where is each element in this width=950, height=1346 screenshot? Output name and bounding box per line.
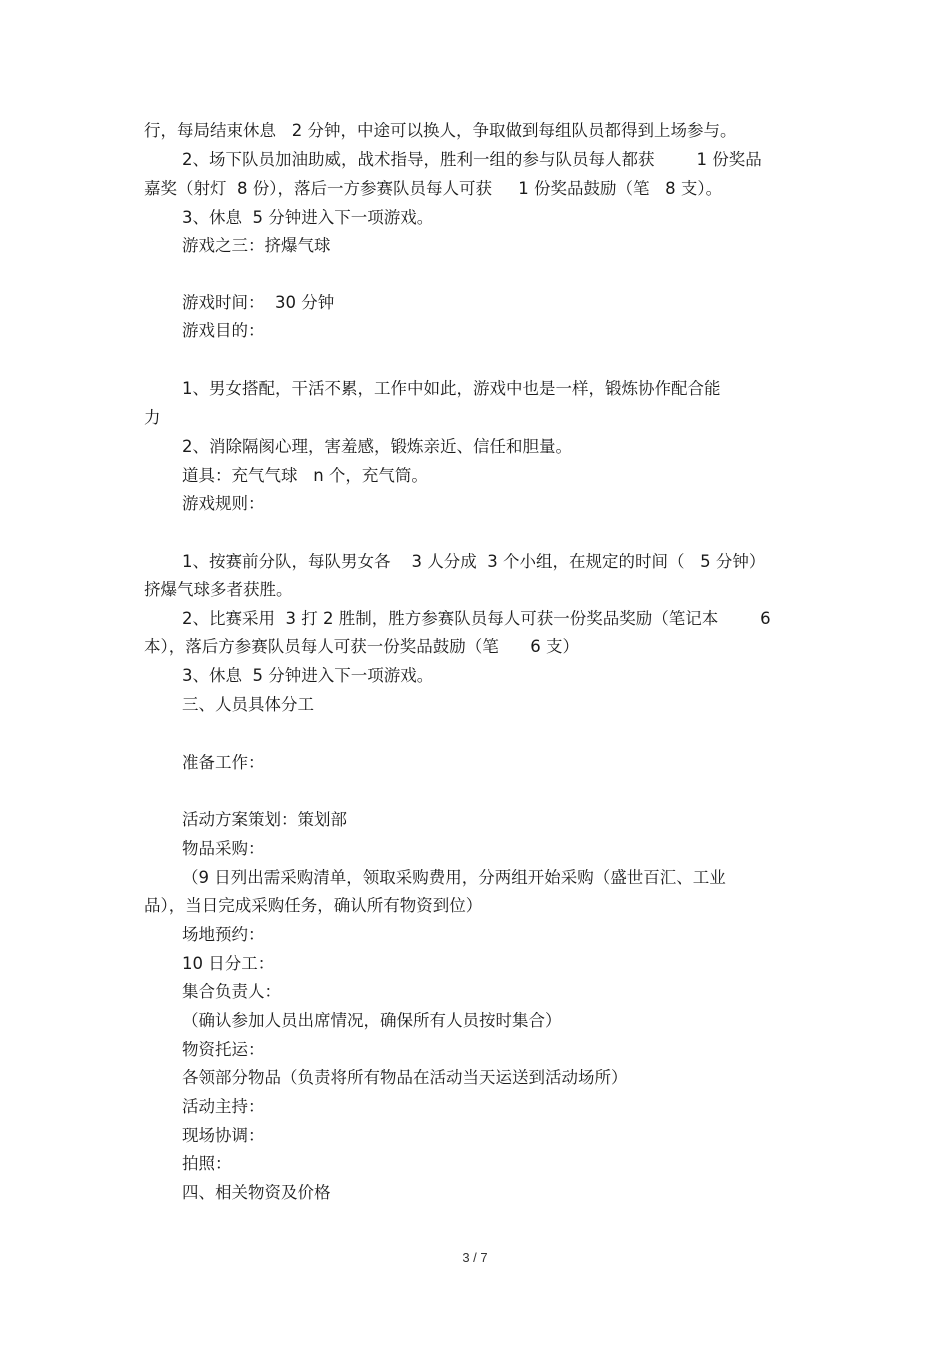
text-line: 2、场下队员加油助威，战术指导，胜利一组的参与队员每人都获 1 份奖品 xyxy=(182,150,762,169)
text-line: 嘉奖（射灯 8 份），落后一方参赛队员每人可获 1 份奖品鼓励（笔 8 支）。 xyxy=(144,179,723,198)
text-line: 游戏目的： xyxy=(182,321,265,340)
text-line: 游戏时间： 30 分钟 xyxy=(182,293,335,312)
text-line: 挤爆气球多者获胜。 xyxy=(144,580,293,599)
text-line: 力 xyxy=(144,408,161,427)
text-line: 1、按赛前分队，每队男女各 3 人分成 3 个小组，在规定的时间（ 5 分钟） xyxy=(182,552,766,571)
text-line: 10 日分工： xyxy=(182,954,275,973)
text-line: 游戏规则： xyxy=(182,494,265,513)
section-heading: 游戏之三：挤爆气球 xyxy=(182,236,331,255)
text-line: 场地预约： xyxy=(182,925,265,944)
text-line: 道具：充气气球 n 个，充气筒。 xyxy=(182,466,428,485)
text-line: 各领部分物品（负责将所有物品在活动当天运送到活动场所） xyxy=(182,1068,628,1087)
text-line: （确认参加人员出席情况，确保所有人员按时集合） xyxy=(182,1011,562,1030)
text-line: 物品采购： xyxy=(182,839,265,858)
text-line: 准备工作： xyxy=(182,753,265,772)
text-line: 品），当日完成采购任务，确认所有物资到位） xyxy=(144,896,483,915)
text-line: 2、消除隔阂心理，害羞感，锻炼亲近、信任和胆量。 xyxy=(182,437,572,456)
section-heading: 四、相关物资及价格 xyxy=(182,1183,331,1202)
text-line: （9 日列出需采购清单，领取采购费用，分两组开始采购（盛世百汇、工业 xyxy=(182,868,726,887)
text-line: 现场协调： xyxy=(182,1126,265,1145)
text-line: 物资托运： xyxy=(182,1040,265,1059)
text-line: 2、比赛采用 3 打 2 胜制，胜方参赛队员每人可获一份奖品奖励（笔记本 6 xyxy=(182,609,771,628)
page-number: 3 / 7 xyxy=(462,1250,488,1265)
text-line: 集合负责人： xyxy=(182,982,281,1001)
section-heading: 三、人员具体分工 xyxy=(182,695,314,714)
text-line: 3、休息 5 分钟进入下一项游戏。 xyxy=(182,208,434,227)
text-line: 行，每局结束休息 2 分钟，中途可以换人，争取做到每组队员都得到上场参与。 xyxy=(144,121,737,140)
text-line: 1、男女搭配，干活不累，工作中如此，游戏中也是一样，锻炼协作配合能 xyxy=(182,379,721,398)
text-line: 本），落后方参赛队员每人可获一份奖品鼓励（笔 6 支） xyxy=(144,637,579,656)
text-line: 活动方案策划：策划部 xyxy=(182,810,347,829)
text-line: 3、休息 5 分钟进入下一项游戏。 xyxy=(182,666,434,685)
text-line: 拍照： xyxy=(182,1154,232,1173)
text-line: 活动主持： xyxy=(182,1097,265,1116)
